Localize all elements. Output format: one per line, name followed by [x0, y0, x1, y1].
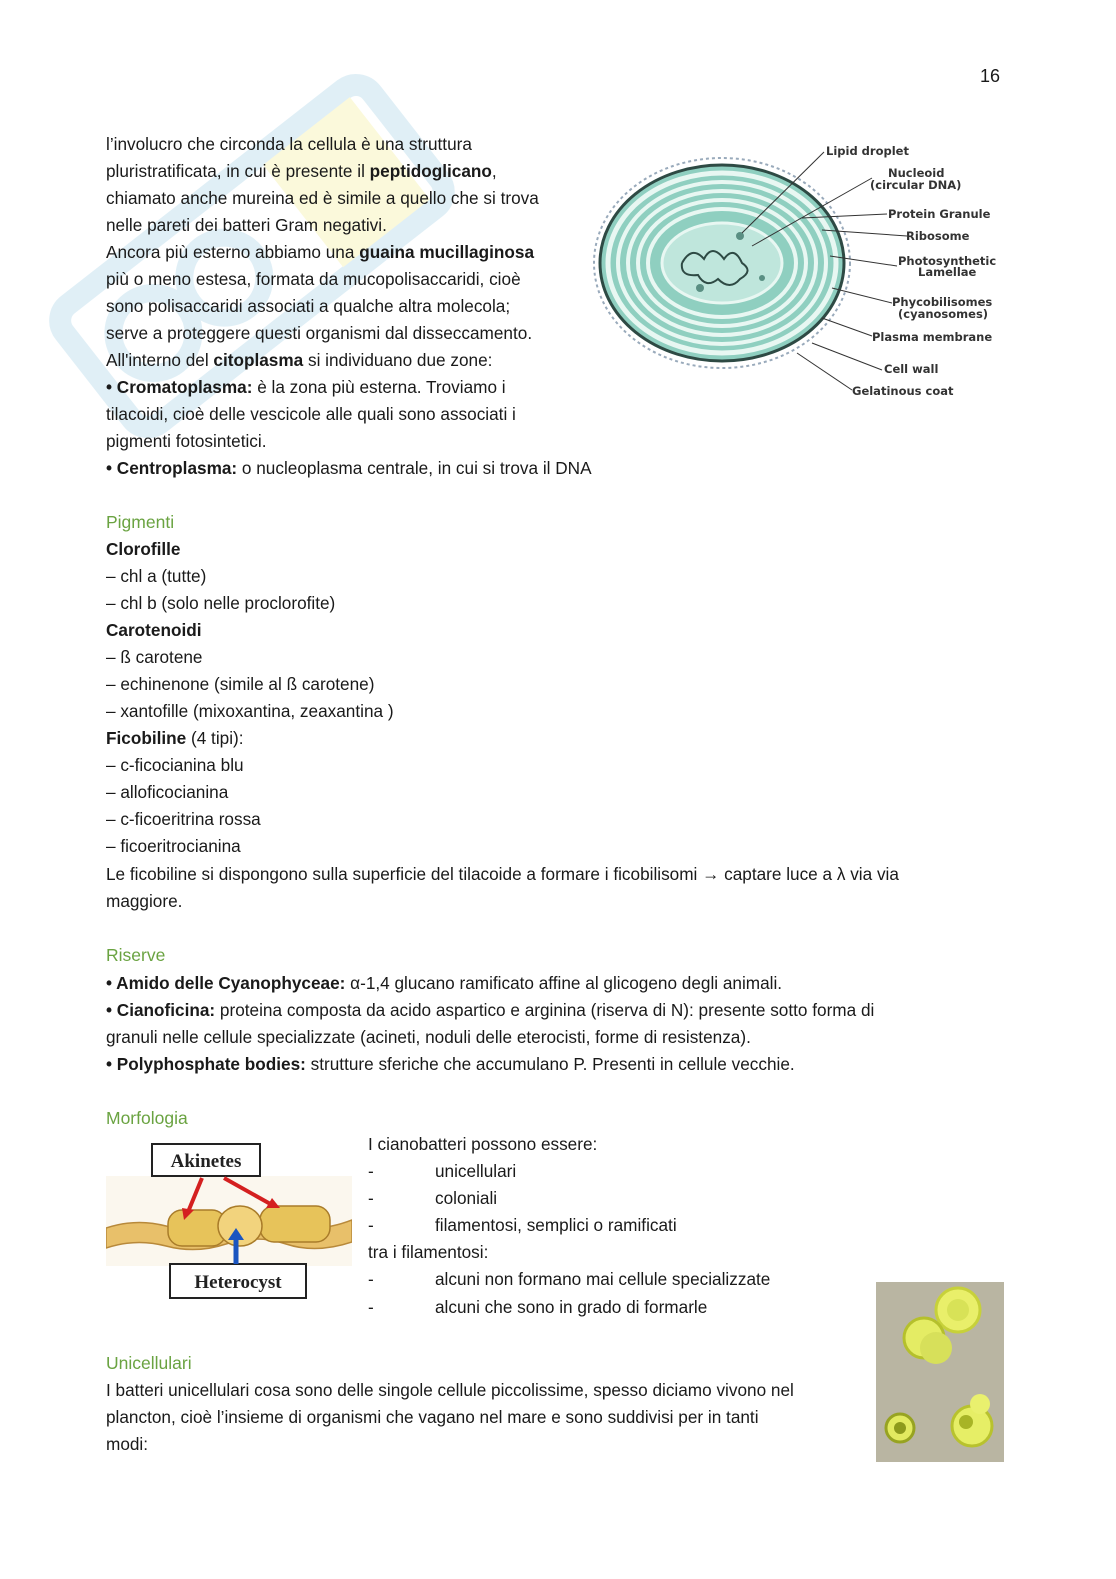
list-item: – c-ficoeritrina rossa [106, 809, 261, 829]
intro-line-10: • Cromatoplasma: è la zona più esterna. Troviamo i [106, 377, 506, 397]
label-ribosome: Ribosome [906, 229, 970, 243]
list-item: – chl a (tutte) [106, 566, 207, 586]
morph-intro: I cianobatteri possono essere: [368, 1134, 598, 1154]
label-cell-wall: Cell wall [884, 362, 939, 376]
paragraph-line: modi: [106, 1434, 149, 1454]
list-item: – ß carotene [106, 647, 203, 667]
list-item: – c-ficocianina blu [106, 755, 244, 775]
list-item: – xantofille (mixoxantina, zeaxantina ) [106, 701, 394, 721]
intro-line-4: nelle pareti dei batteri Gram negativi. [106, 215, 387, 235]
intro-line-6: più o meno estesa, formata da mucopolisaccaridi, cioè [106, 269, 521, 289]
list-item: unicellulari [435, 1161, 517, 1181]
intro-line-2: pluristratificata, in cui è presente il peptidoglicano, [106, 161, 497, 181]
paragraph-ficobiline-cont: maggiore. [106, 891, 183, 911]
intro-line-7: sono polisaccaridi associati a qualche altra molecola; [106, 296, 511, 316]
intro-line-11: tilacoidi, cioè delle vescicole alle quali sono associati i [106, 404, 516, 424]
dash-bullet: - [368, 1188, 374, 1208]
morph-subintro: tra i filamentosi: [368, 1242, 489, 1262]
list-item: • Amido delle Cyanophyceae: α-1,4 glucano ramificato affine al glicogeno degli animali. [106, 973, 783, 993]
cyanobacterium-cell-diagram [592, 138, 1006, 408]
dash-bullet: - [368, 1297, 374, 1317]
label-lamellae: Lamellae [918, 265, 977, 279]
intro-line-13: • Centroplasma: o nucleoplasma centrale, in cui si trova il DNA [106, 458, 592, 478]
intro-line-3: chiamato anche mureina ed è simile a quello che si trova [106, 188, 539, 208]
dash-bullet: - [368, 1269, 374, 1289]
intro-line-9: All'interno del citoplasma si individuano due zone: [106, 350, 493, 370]
list-item: – echinenone (simile al ß carotene) [106, 674, 375, 694]
paragraph-line: plancton, cioè l’insieme di organismi che vagano nel mare e sono suddivisi per in tanti [106, 1407, 759, 1427]
subheading-carotenoidi: Carotenoidi [106, 620, 202, 640]
list-item: filamentosi, semplici o ramificati [435, 1215, 677, 1235]
heading-morfologia: Morfologia [106, 1108, 188, 1128]
akinetes-heterocyst-figure [106, 1136, 352, 1304]
unicellular-micrograph [876, 1282, 1004, 1462]
intro-line-12: pigmenti fotosintetici. [106, 431, 267, 451]
paragraph-ficobiline: Le ficobiline si dispongono sulla superficie del tilacoide a formare i ficobilisomi → captare luce a λ via via [106, 864, 899, 884]
paragraph-line: I batteri unicellulari cosa sono delle singole cellule piccolissime, spesso diciamo vivono nel [106, 1380, 794, 1400]
list-item: alcuni che sono in grado di formarle [435, 1297, 708, 1317]
heading-pigmenti: Pigmenti [106, 512, 175, 532]
label-plasma-membrane: Plasma membrane [872, 330, 993, 344]
list-item: coloniali [435, 1188, 498, 1208]
list-item: alcuni non formano mai cellule specializzate [435, 1269, 771, 1289]
label-akinetes: Akinetes [170, 1151, 242, 1172]
heading-unicellulari: Unicellulari [106, 1353, 192, 1373]
intro-line-5: Ancora più esterno abbiamo una guaina mucillaginosa [106, 242, 534, 262]
label-nucleoid-dna: (circular DNA) [870, 178, 962, 192]
subheading-clorofille: Clorofille [106, 539, 181, 559]
label-protein-granule: Protein Granule [888, 207, 991, 221]
label-lipid-droplet: Lipid droplet [826, 144, 909, 158]
dash-bullet: - [368, 1161, 374, 1181]
subheading-ficobiline: Ficobiline (4 tipi): [106, 728, 244, 748]
label-heterocyst: Heterocyst [194, 1272, 282, 1293]
label-cyanosomes: (cyanosomes) [898, 307, 989, 321]
intro-line-1: l’involucro che circonda la cellula è una struttura [106, 134, 472, 154]
list-item: • Polyphosphate bodies: strutture sferiche che accumulano P. Presenti in cellule vecchie. [106, 1054, 795, 1074]
list-item-cont: granuli nelle cellule specializzate (acineti, noduli delle eterocisti, forme di resistenza). [106, 1027, 751, 1047]
label-phycobilisomes: Phycobilisomes [892, 295, 993, 309]
dash-bullet: - [368, 1215, 374, 1235]
label-photosynthetic: Photosynthetic [898, 254, 997, 268]
label-gelatinous-coat: Gelatinous coat [852, 384, 954, 398]
heading-riserve: Riserve [106, 945, 166, 965]
label-nucleoid: Nucleoid [888, 166, 945, 180]
page-number: 16 [980, 66, 1001, 86]
intro-line-8: serve a proteggere questi organismi dal disseccamento. [106, 323, 533, 343]
list-item: – chl b (solo nelle proclorofite) [106, 593, 336, 613]
list-item: – alloficocianina [106, 782, 229, 802]
list-item: – ficoeritrocianina [106, 836, 241, 856]
list-item: • Cianoficina: proteina composta da acido aspartico e arginina (riserva di N): presente sotto forma di [106, 1000, 875, 1020]
